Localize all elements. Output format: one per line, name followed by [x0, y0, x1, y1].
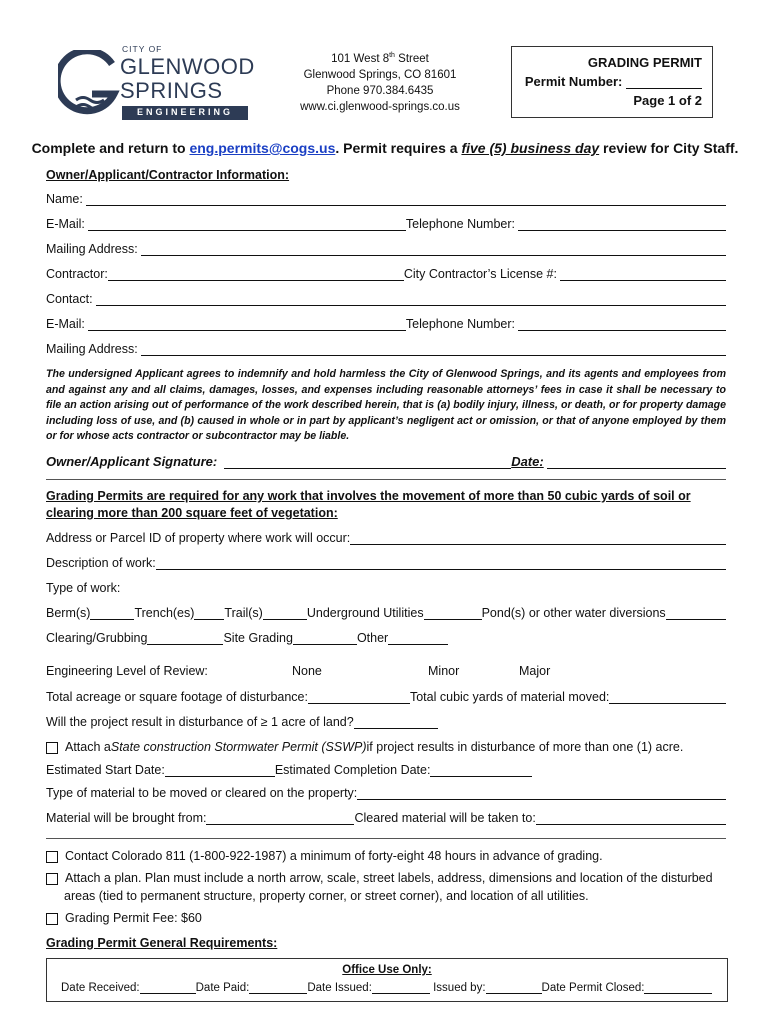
dates-row: Estimated Start Date: Estimated Completion Date:	[46, 763, 726, 777]
address-parcel-field[interactable]	[350, 531, 726, 545]
address-parcel-row: Address or Parcel ID of property where work will occur:	[46, 531, 726, 545]
plan-row: Attach a plan. Plan must include a north arrow, scale, street labels, address, dimensions and location of the disturbed	[46, 871, 726, 885]
address-street: 101 West 8th Street	[331, 52, 429, 65]
address-web: www.ci.glenwood-springs.co.us	[300, 100, 460, 113]
office-use-fields: Date Received: Date Paid: Date Issued: Issued by: Date Permit Closed:	[61, 981, 712, 994]
cubic-yards-field[interactable]	[609, 690, 726, 704]
acre-question-row: Will the project result in disturbance of ≥ 1 acre of land?	[46, 715, 726, 729]
email-row: E-Mail: Telephone Number:	[46, 217, 726, 231]
grading-heading: Grading Permits are required for any work that involves the movement of more than 50 cubic yards of soil or clearing more than 200 square feet of vegetation:	[46, 489, 691, 520]
trails-field[interactable]	[263, 607, 307, 620]
email2-field[interactable]	[88, 318, 406, 331]
review-minor[interactable]: Minor	[428, 664, 460, 678]
description-row: Description of work:	[46, 556, 726, 570]
owner-section-heading: Owner/Applicant/Contractor Information:	[46, 168, 290, 182]
divider-2	[46, 838, 726, 839]
plan-checkbox[interactable]	[46, 873, 58, 885]
review-none[interactable]: None	[292, 664, 322, 678]
date-paid-field[interactable]	[249, 981, 307, 994]
acreage-row: Total acreage or square footage of disturbance: Total cubic yards of material moved:	[46, 690, 726, 704]
mailing2-address-field[interactable]	[141, 342, 726, 356]
logo-city-of: CITY OF	[122, 44, 163, 54]
date-issued-field[interactable]	[372, 981, 430, 994]
permit-email-link[interactable]: eng.permits@cogs.us	[189, 140, 336, 156]
general-requirements-heading: Grading Permit General Requirements:	[46, 936, 278, 950]
city-address	[280, 48, 480, 115]
brought-from-field[interactable]	[206, 812, 354, 825]
name-field[interactable]	[86, 192, 726, 206]
office-use-box	[46, 958, 728, 1002]
date-received-field[interactable]	[140, 981, 196, 994]
site-grading-field[interactable]	[293, 632, 357, 645]
license-field[interactable]	[560, 267, 726, 281]
office-use-title: Office Use Only:	[342, 964, 432, 976]
mailing-row: Mailing Address:	[46, 242, 726, 256]
contractor-row: Contractor: City Contractor’s License #:	[46, 267, 726, 281]
taken-to-field[interactable]	[536, 811, 726, 825]
contact-field[interactable]	[96, 292, 726, 306]
review-label: Engineering Level of Review:	[46, 664, 208, 678]
completion-date-field[interactable]	[430, 764, 532, 777]
indemnity-text: The undersigned Applicant agrees to indemnify and hold harmless the City of Glenwood Springs, and its agents and employees from and against any and all claims, damages, losses, and expenses including reasonable attorneys’ fees in case it shall be necessary to file an action arising out of performance of the work described herein, that is (a) bodily injury, illness, or death, or for property damage including loss of use, and (b) caused in whole or in part by applicant’s negligent act or omission, or that of anyone employed by them or for whose acts contractor or subcontractor may be liable.	[46, 368, 726, 443]
signature-date-field[interactable]	[547, 455, 726, 469]
email-field[interactable]	[88, 218, 406, 231]
description-field[interactable]	[156, 556, 726, 570]
address-city: Glenwood Springs, CO 81601	[303, 68, 457, 81]
colorado-811-checkbox[interactable]	[46, 851, 58, 863]
plan-row-continued: areas (tied to permanent structure, property corner, or street corner), and location of all utilities.	[64, 889, 589, 903]
permit-title: GRADING PERMIT	[587, 55, 702, 70]
sswp-row: Attach a State construction Stormwater Permit (SSWP) if project results in disturbance of more than one (1) acre.	[46, 740, 726, 754]
berms-field[interactable]	[90, 607, 134, 620]
city-logo	[58, 44, 255, 122]
permit-box	[511, 46, 713, 118]
name-row: Name:	[46, 192, 726, 206]
logo-springs: SPRINGS	[120, 78, 223, 103]
clearing-field[interactable]	[147, 632, 223, 645]
logo-engineering: ENGINEERING	[136, 107, 233, 117]
signature-row: Owner/Applicant Signature: Date:	[46, 454, 726, 469]
email2-row: E-Mail: Telephone Number:	[46, 317, 726, 331]
other-field[interactable]	[388, 632, 448, 645]
work-types-row: Berm(s) Trench(es) Trail(s) Underground Utilities Pond(s) or other water diversions	[46, 606, 726, 620]
mailing2-row: Mailing Address:	[46, 342, 726, 356]
telephone-field[interactable]	[518, 217, 726, 231]
address-phone: Phone 970.384.6435	[326, 84, 434, 97]
work-types-row-2: Clearing/Grubbing Site Grading Other	[46, 631, 726, 645]
issued-by-field[interactable]	[486, 981, 542, 994]
mailing-address-field[interactable]	[141, 242, 726, 256]
contact-row: Contact:	[46, 292, 726, 306]
divider	[46, 479, 726, 480]
type-of-work-row: Type of work:	[46, 581, 121, 595]
acreage-field[interactable]	[308, 691, 410, 704]
trenches-field[interactable]	[194, 607, 224, 620]
contractor-field[interactable]	[108, 268, 404, 281]
material-source-row: Material will be brought from: Cleared material will be taken to:	[46, 811, 726, 825]
logo-glenwood: GLENWOOD	[120, 54, 255, 79]
start-date-field[interactable]	[165, 764, 275, 777]
signature-field[interactable]	[224, 456, 511, 469]
telephone2-field[interactable]	[518, 317, 726, 331]
permit-number-row	[525, 74, 702, 89]
review-major[interactable]: Major	[519, 664, 551, 678]
utilities-field[interactable]	[424, 607, 482, 620]
fee-row: Grading Permit Fee: $60	[46, 911, 726, 925]
colorado-811-row: Contact Colorado 811 (1-800-922-1987) a minimum of forty-eight 48 hours in advance of grading.	[46, 849, 726, 863]
material-type-field[interactable]	[357, 786, 726, 800]
instructions: Complete and return to eng.permits@cogs.us. Permit requires a five (5) business day review for City Staff.	[31, 140, 739, 156]
ponds-field[interactable]	[666, 606, 726, 620]
permit-page: Page 1 of 2	[633, 93, 702, 108]
sswp-checkbox[interactable]	[46, 742, 58, 754]
acre-answer-field[interactable]	[354, 716, 438, 729]
fee-checkbox[interactable]	[46, 913, 58, 925]
glenwood-g-logo-icon	[58, 50, 122, 122]
permit-number-field[interactable]	[626, 76, 702, 89]
material-type-row: Type of material to be moved or cleared on the property:	[46, 786, 726, 800]
date-closed-field[interactable]	[644, 981, 712, 994]
permit-number-label: Permit Number:	[524, 74, 626, 89]
